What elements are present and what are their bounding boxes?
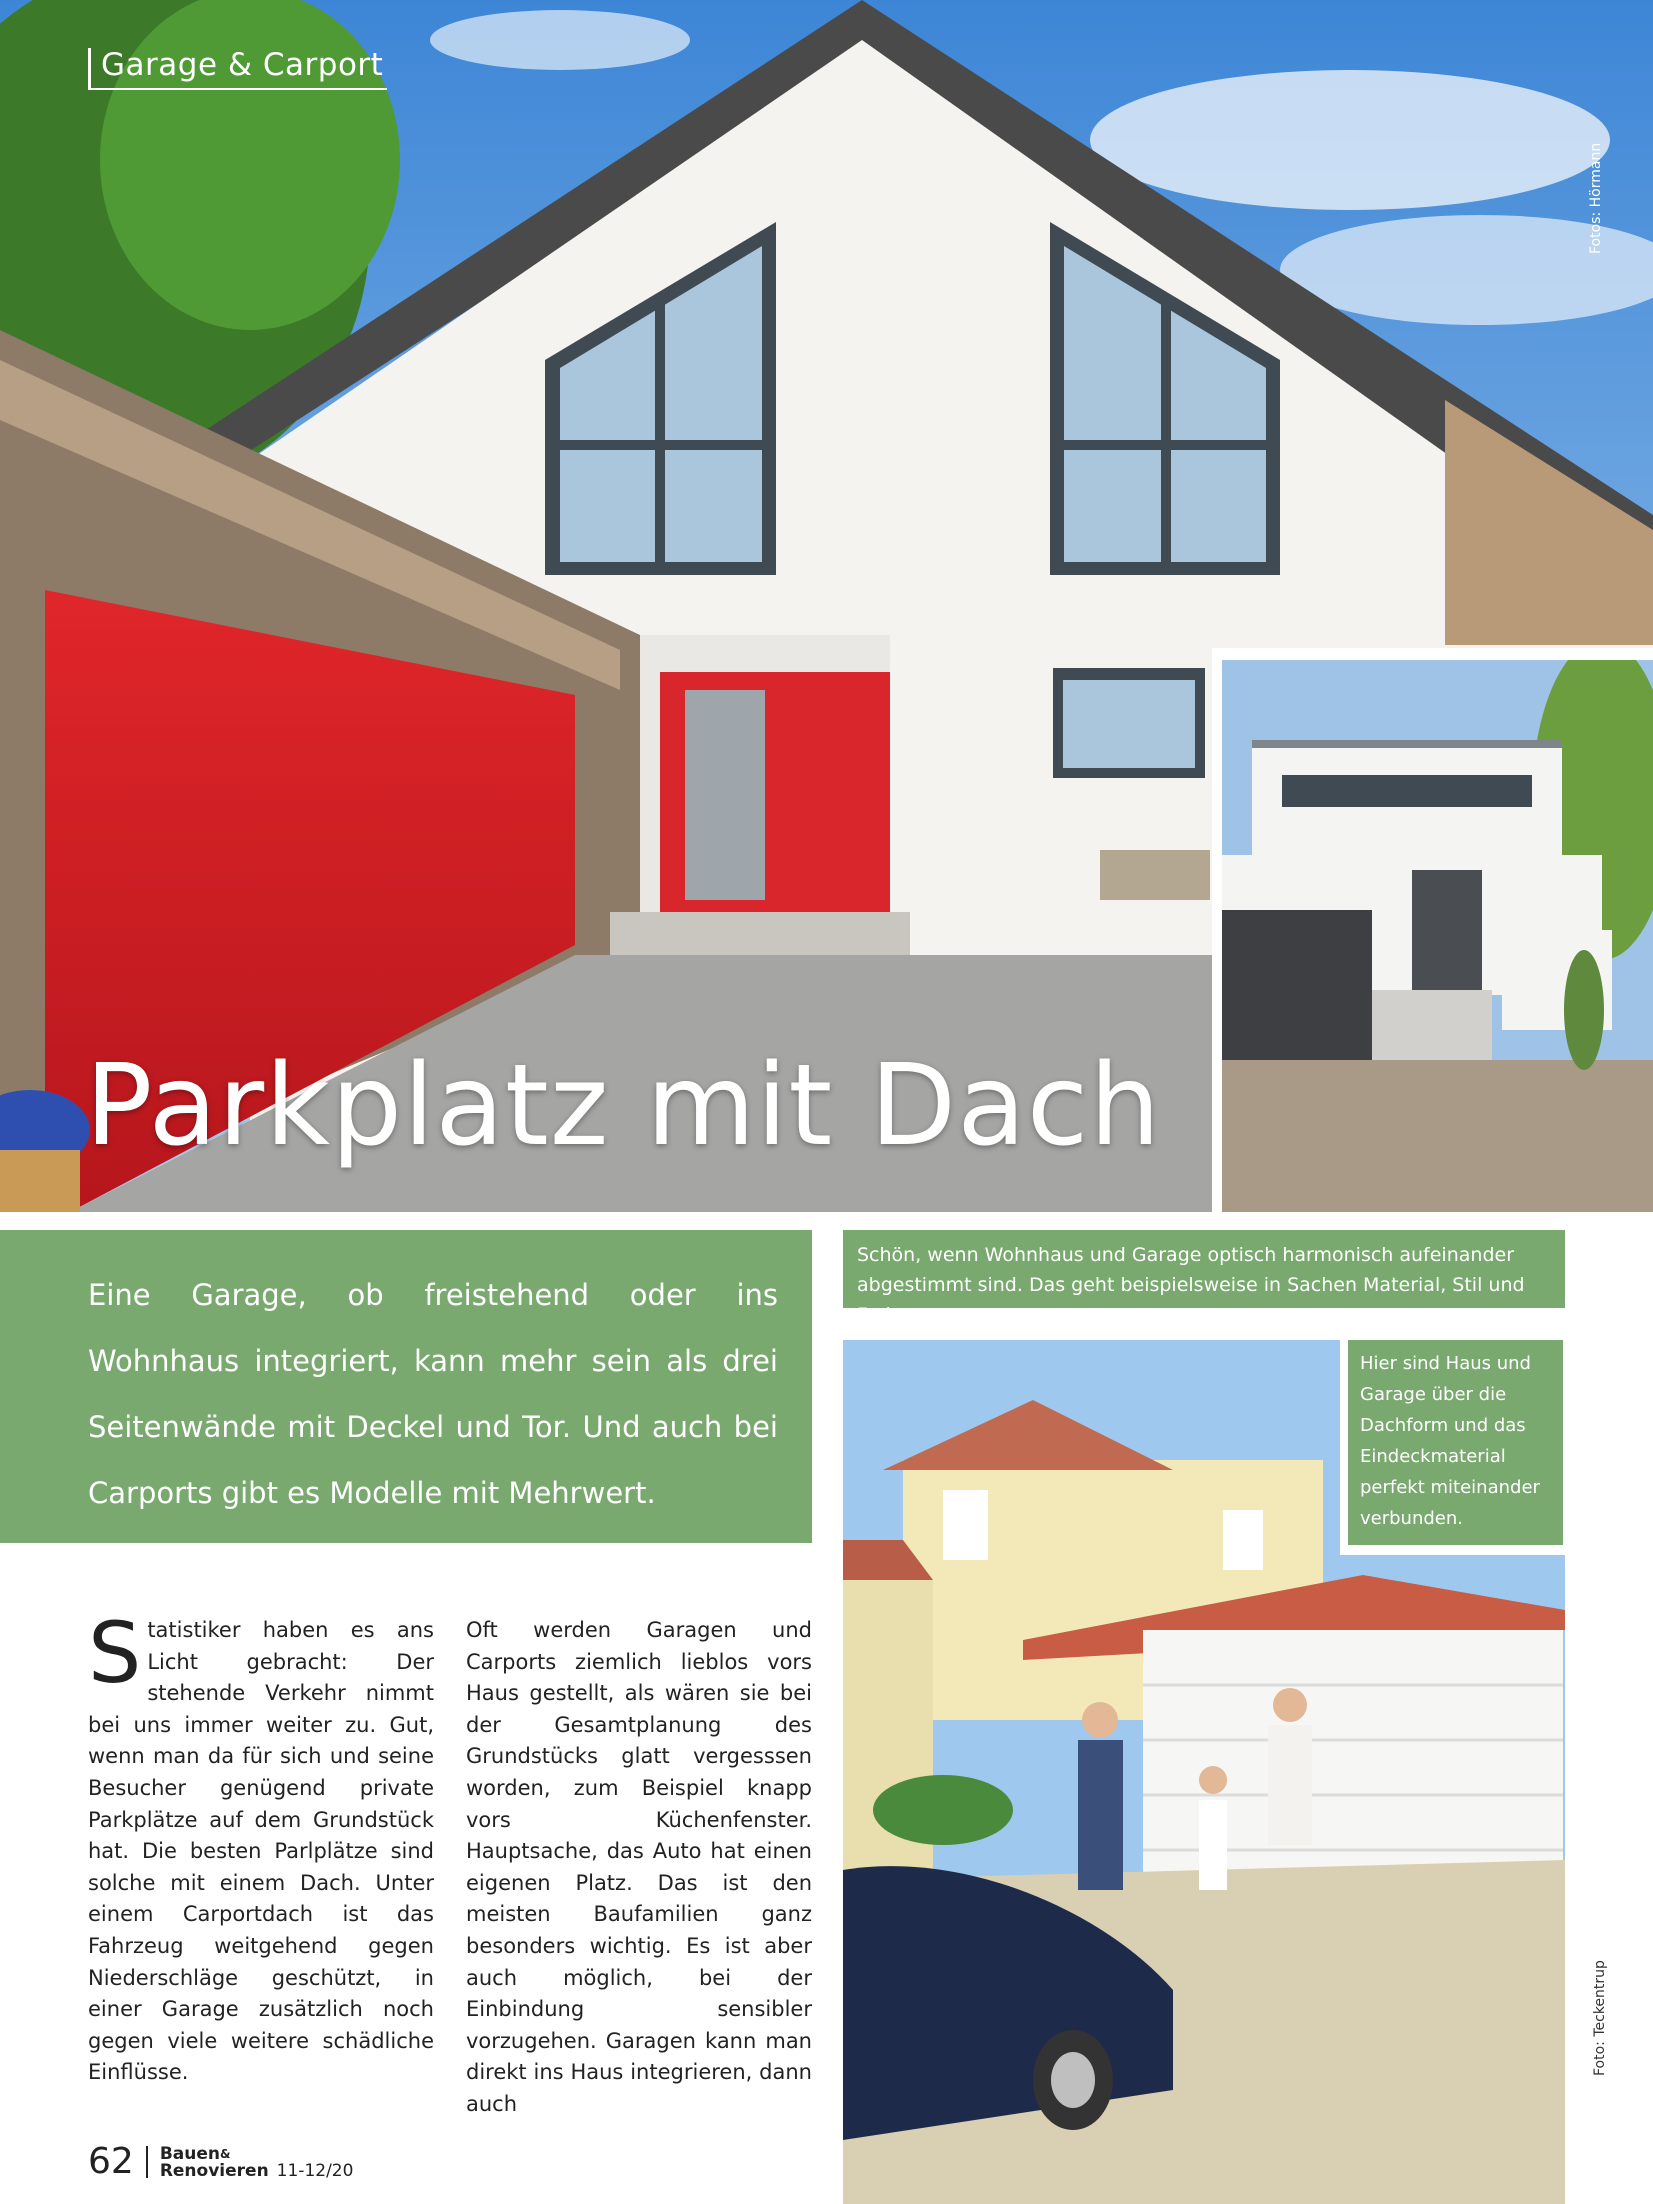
caption-family: Hier sind Haus und Garage über die Dachform und das Eindeckmaterial perfekt miteinander verbunden. — [1348, 1340, 1563, 1545]
photo-credit-top-text: Fotos: Hörmann — [1588, 142, 1604, 254]
magazine-amp: & — [219, 2147, 231, 2161]
footer-divider — [146, 2146, 148, 2178]
photo-credit-top — [1562, 124, 1604, 264]
page-footer — [88, 2140, 353, 2180]
body-column-2 — [466, 1615, 812, 2121]
body-column-2-text: Oft werden Garagen und Carports ziemlich lieblos vors Haus gestellt, als wären sie bei der Gesamtplanung des Grundstücks glatt vergesssen worden, zum Beispiel knapp vors Küchenfenster. Hauptsache, das Auto hat einen eigenen Platz. Das ist den meisten Baufamilien ganz besonders wichtig. Es ist aber auch möglich, bei der Einbindung sensibler vorzugehen. Garagen kann man direkt ins Haus integrieren, dann auch — [466, 1618, 812, 2116]
magazine-logo — [160, 2146, 269, 2180]
teaser-text: Eine Garage, ob freistehend oder ins Wohnhaus integriert, kann mehr sein als drei Seitenwände mit Deckel und Tor. Und auch bei Carports gibt es Modelle mit Mehrwert. — [88, 1278, 778, 1510]
dropcap: S — [88, 1604, 142, 1702]
teaser-box — [0, 1230, 812, 1543]
photo-credit-bottom — [1568, 1960, 1608, 2080]
magazine-line2: Renovieren — [159, 2161, 269, 2181]
body-column-1 — [88, 1604, 434, 2089]
photo-credit-bottom-text: Foto: Teckentrup — [1592, 1960, 1608, 2076]
headline: Parkplatz mit Dach — [85, 1041, 1162, 1171]
caption-inset: Schön, wenn Wohnhaus und Garage optisch harmonisch aufeinander abgestimmt sind. Das geht beispielsweise in Sachen Material, Stil und Farbe. — [843, 1230, 1565, 1308]
magazine-line1: Bauen — [159, 2144, 220, 2164]
issue-number: 11-12/20 — [276, 2161, 354, 2181]
section-label: Garage & Carport — [88, 48, 387, 90]
inset-house-illustration — [1222, 660, 1653, 1212]
body-column-1-text: tatistiker haben es ans Licht gebracht: Der stehende Verkehr nimmt bei uns immer weiter zu. Gut, wenn man da für sich und seine Besucher genügend private Parkplätze auf dem Grundstück hat. Die besten Parlplätze sind solche mit einem Dach. Unter einem Carportdach ist das Fahrzeug weitgehend gegen Niederschläge geschützt, in einer Garage zusätzlich noch gegen viele weitere schädliche Einflüsse. — [88, 1618, 434, 2085]
inset-photo-frame — [1212, 648, 1653, 1212]
page-number: 62 — [88, 2141, 134, 2182]
